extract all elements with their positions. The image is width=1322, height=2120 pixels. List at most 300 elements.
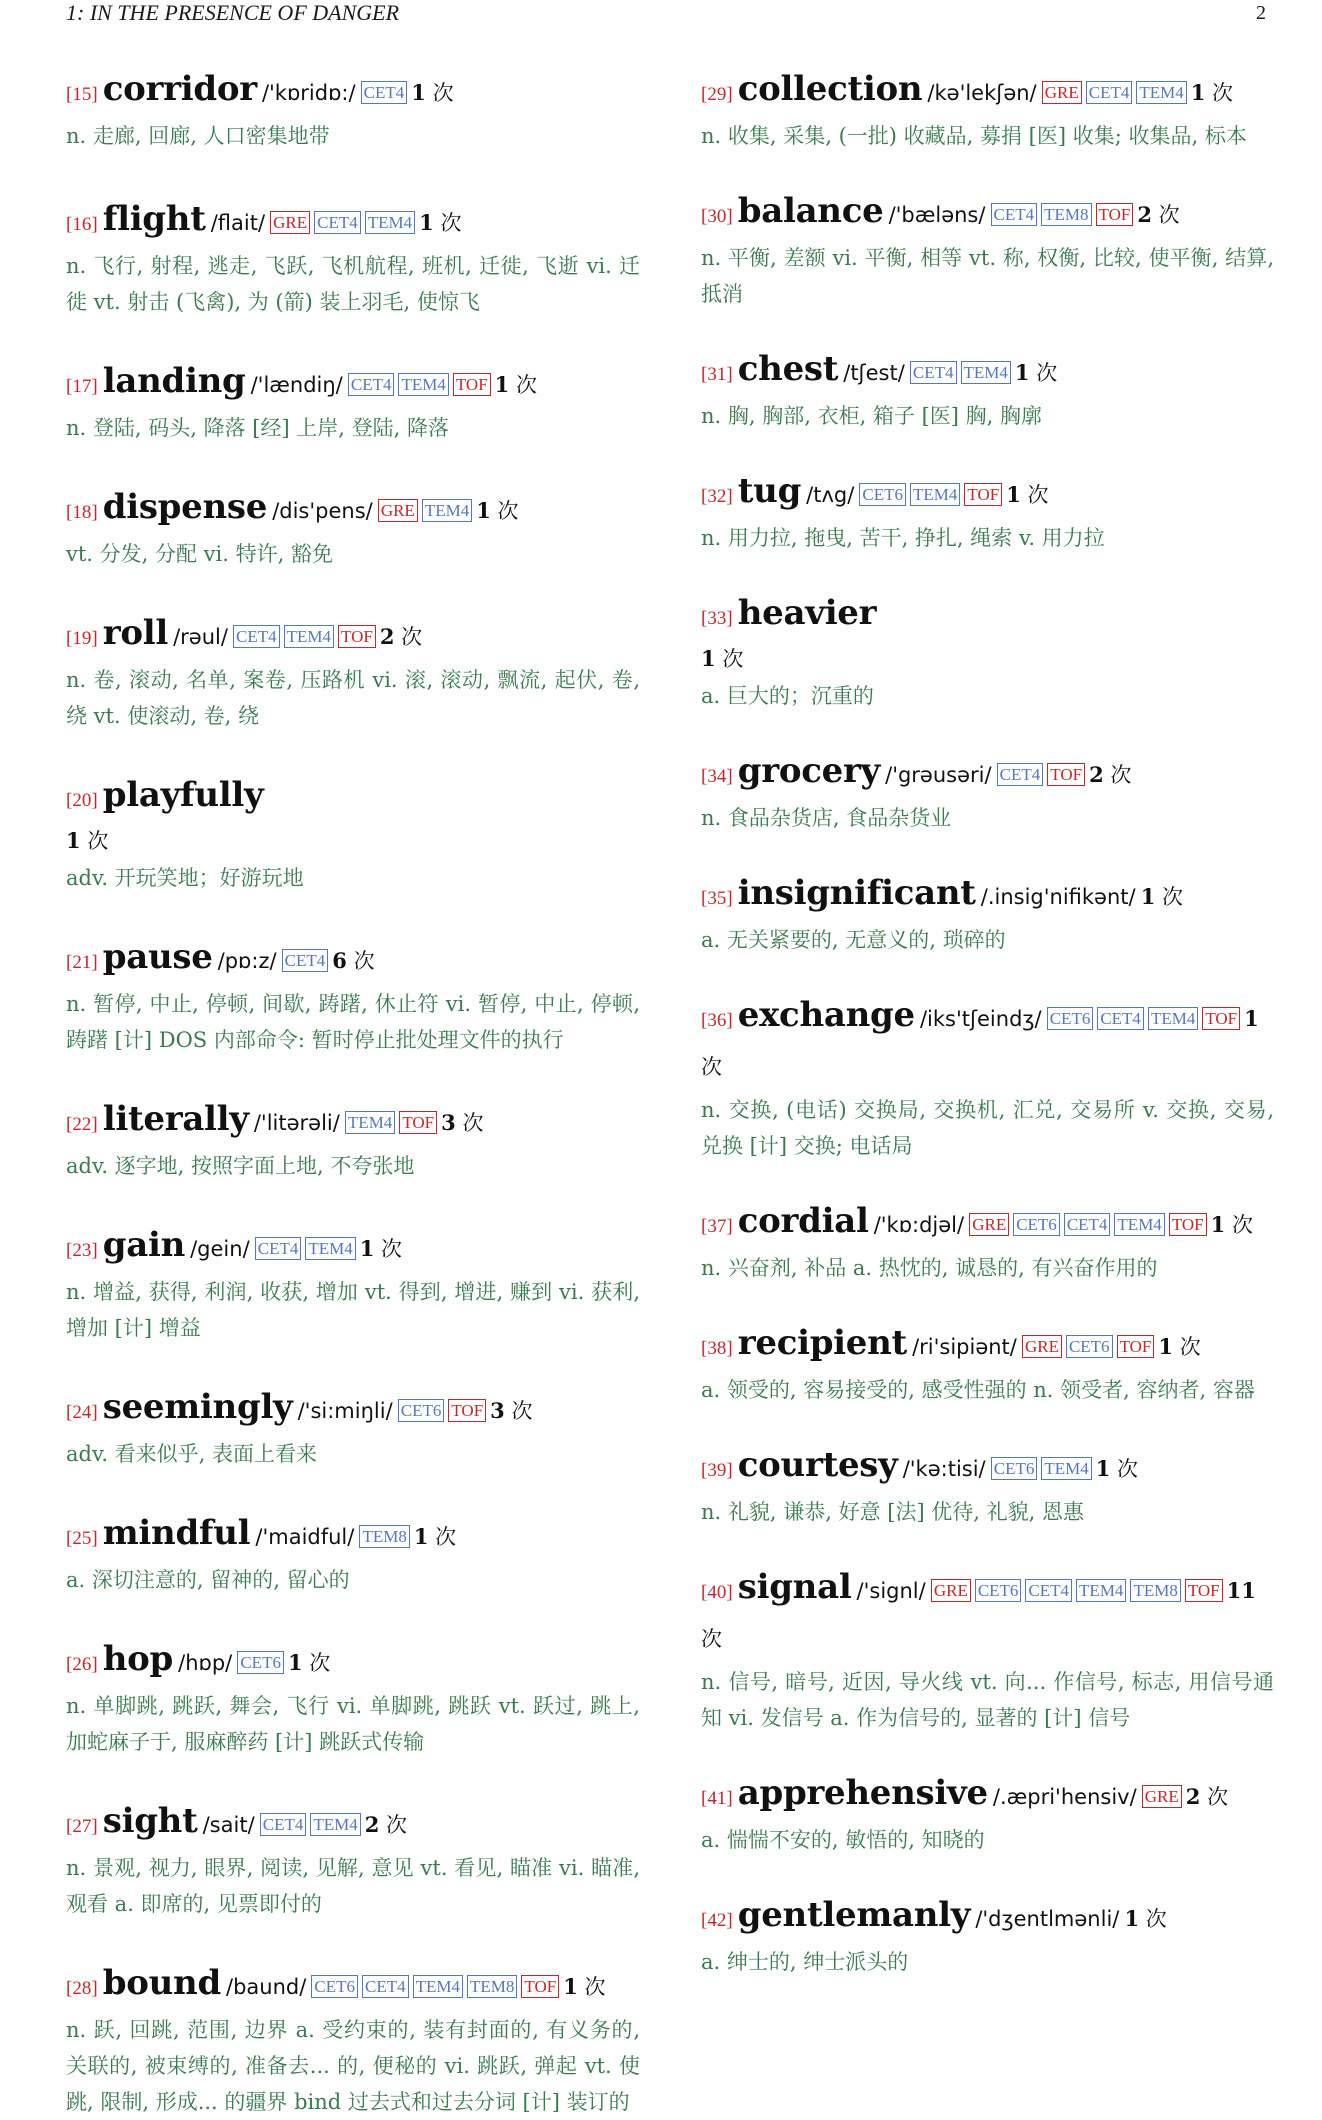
entry-headline [66, 1510, 640, 1562]
count-number: 11 [1226, 1578, 1256, 1603]
vocab-entry [66, 1510, 640, 1598]
count-number: 2 [364, 1812, 380, 1837]
chapter-title: 1: IN THE PRESENCE OF DANGER [66, 0, 400, 25]
exam-tag: TOF [1096, 203, 1134, 226]
entry-index: [23] [66, 1240, 98, 1261]
count-unit: 次 [386, 1813, 408, 1837]
exam-tag: TEM4 [910, 483, 960, 506]
count-number: 1 [494, 372, 510, 397]
occurrence-count [66, 829, 108, 853]
exam-tag: CET4 [362, 1975, 409, 1998]
vocab-entry [66, 934, 640, 1058]
entry-index: [36] [701, 1010, 733, 1031]
entry-index: [25] [66, 1528, 98, 1549]
count-line [66, 824, 640, 860]
occurrence-count [476, 499, 518, 523]
exam-tag: TOF [338, 625, 376, 648]
entry-headline [66, 1798, 640, 1850]
entry-index: [33] [701, 608, 733, 629]
count-unit: 次 [401, 625, 423, 649]
exam-tag: TOF [1047, 763, 1085, 786]
exam-tag: GRE [378, 499, 418, 522]
occurrence-count [1186, 1785, 1228, 1809]
exam-tag: CET4 [255, 1237, 302, 1260]
count-unit: 次 [462, 1111, 484, 1135]
occurrence-count [414, 1525, 456, 1549]
count-unit: 次 [1231, 1213, 1253, 1237]
occurrence-count [1211, 1213, 1253, 1237]
headword: apprehensive [737, 1773, 988, 1813]
definition: n. 卷, 滚动, 名单, 案卷, 压路机 vi. 滚, 滚动, 飘流, 起伏, 卷, 绕 vt. 使滚动, 卷, 绕 [66, 668, 640, 728]
headword: signal [737, 1567, 852, 1607]
exam-tag: CET6 [1066, 1335, 1113, 1358]
entry-headline [66, 358, 640, 410]
phonetic: /hɒp/ [178, 1651, 233, 1675]
exam-tag: TOF [1117, 1335, 1155, 1358]
vocab-entry [701, 1564, 1274, 1736]
phonetic: /'bæləns/ [888, 203, 986, 227]
phonetic: /'lændiŋ/ [250, 373, 343, 397]
definition: n. 收集, 采集, (一批) 收藏品, 募捐 [医] 收集; 收集品, 标本 [701, 124, 1247, 148]
definition: n. 跃, 回跳, 范围, 边界 a. 受约束的, 装有封面的, 有义务的, 关联的, 被束缚的, 准备去... 的, 便秘的 vi. 跳跃, 弹起 vt. 使跳, 限制, 形成... 的疆界 bind 过去式和过去分词 [计] 装订的 [66, 2018, 640, 2114]
entry-headline [701, 590, 1274, 642]
entry-headline [701, 66, 1274, 118]
definition: adv. 看来似乎, 表面上看来 [66, 1442, 318, 1466]
vocab-entry [701, 188, 1274, 312]
count-unit: 次 [515, 373, 537, 397]
vocab-entry [701, 346, 1274, 434]
headword: gain [102, 1225, 185, 1265]
exam-tag: TEM4 [961, 361, 1011, 384]
count-unit: 次 [309, 1651, 331, 1675]
definition: adv. 开玩笑地；好游玩地 [66, 866, 304, 890]
entry-headline [66, 1636, 640, 1688]
entry-index: [32] [701, 486, 733, 507]
count-unit: 次 [1162, 885, 1184, 909]
exam-tag: GRE [931, 1579, 971, 1602]
definition: a. 惴惴不安的, 敏悟的, 知晓的 [701, 1828, 985, 1852]
headword: tug [737, 471, 802, 511]
vocab-entry [66, 358, 640, 446]
count-unit: 次 [381, 1237, 403, 1261]
phonetic: /'kɒridɒ:/ [261, 81, 356, 105]
count-unit: 次 [1158, 203, 1180, 227]
phonetic: /baund/ [226, 1975, 307, 1999]
headword: corridor [102, 69, 257, 109]
phonetic: /iks'tʃeindʒ/ [919, 1007, 1042, 1031]
phonetic: /tʃest/ [843, 361, 905, 385]
vocab-entry [66, 484, 640, 572]
count-number: 1 [419, 210, 434, 235]
entry-headline [701, 992, 1274, 1092]
exam-tag: CET4 [1097, 1007, 1144, 1030]
vocab-entry [701, 748, 1274, 836]
headword: insignificant [737, 873, 976, 913]
occurrence-count [495, 373, 537, 397]
entry-headline [66, 1384, 640, 1436]
count-unit: 次 [440, 211, 462, 235]
count-unit: 次 [87, 829, 109, 853]
vocab-entry [66, 772, 640, 896]
headword: balance [737, 191, 884, 231]
count-number: 1 [1158, 1334, 1173, 1359]
exam-tag: TEM8 [1041, 203, 1091, 226]
definition: n. 交换, (电话) 交换局, 交换机, 汇兑, 交易所 v. 交换, 交易, 兑换 [计] 交换; 电话局 [701, 1098, 1274, 1158]
entry-headline [66, 484, 640, 536]
entry-headline [66, 772, 640, 824]
occurrence-count [1006, 483, 1048, 507]
definition: n. 暂停, 中止, 停顿, 间歇, 踌躇, 休止符 vi. 暂停, 中止, 停顿, 踌躇 [计] DOS 内部命令: 暂时停止批处理文件的执行 [66, 992, 640, 1052]
entry-index: [27] [66, 1816, 98, 1837]
occurrence-count [490, 1399, 532, 1423]
exam-tag: TOF [453, 373, 491, 396]
occurrence-count [288, 1651, 330, 1675]
exam-tag: CET4 [997, 763, 1044, 786]
definition: n. 用力拉, 拖曳, 苦干, 挣扎, 绳索 v. 用力拉 [701, 526, 1105, 550]
occurrence-count [1124, 1907, 1166, 1931]
exam-tag: GRE [969, 1213, 1009, 1236]
vocab-entry [701, 1892, 1274, 1980]
exam-tag: GRE [1042, 81, 1082, 104]
count-number: 2 [1185, 1784, 1201, 1809]
count-number: 1 [287, 1650, 303, 1675]
exam-tag: TEM4 [1041, 1457, 1091, 1480]
count-unit: 次 [353, 949, 375, 973]
definition: n. 登陆, 码头, 降落 [经] 上岸, 登陆, 降落 [66, 416, 450, 440]
count-number: 1 [1140, 884, 1156, 909]
exam-tag: GRE [1142, 1785, 1182, 1808]
vocab-entry [701, 870, 1274, 958]
headword: mindful [102, 1513, 251, 1553]
headword: chest [737, 349, 839, 389]
headword: roll [102, 613, 168, 653]
entry-headline [66, 934, 640, 986]
exam-tag: CET6 [991, 1457, 1038, 1480]
exam-tag: TEM4 [1148, 1007, 1198, 1030]
definition: n. 食品杂货店, 食品杂货业 [701, 806, 952, 830]
entry-index: [20] [66, 790, 98, 811]
count-number: 2 [1089, 762, 1104, 787]
exam-tag: TEM4 [1114, 1213, 1164, 1236]
vocab-entry [701, 1442, 1274, 1530]
exam-tag: TEM4 [413, 1975, 463, 1998]
entry-index: [37] [701, 1216, 733, 1237]
definition: n. 胸, 胸部, 衣柜, 箱子 [医] 胸, 胸廓 [701, 404, 1043, 428]
entry-headline [66, 196, 640, 248]
count-unit: 次 [1212, 81, 1234, 105]
count-line [701, 642, 1274, 678]
exam-tag: TOF [1169, 1213, 1207, 1236]
vocab-entry [701, 590, 1274, 714]
phonetic: /.insig'nifikənt/ [980, 885, 1136, 909]
occurrence-count [1096, 1457, 1138, 1481]
headword: courtesy [737, 1445, 898, 1485]
count-unit: 次 [1027, 483, 1049, 507]
vocab-entry [701, 468, 1274, 556]
exam-tag: TOF [521, 1975, 559, 1998]
count-number: 1 [476, 498, 491, 523]
count-unit: 次 [1179, 1335, 1201, 1359]
count-number: 1 [1210, 1212, 1226, 1237]
left-column [66, 66, 640, 2120]
vocab-entry [66, 1222, 640, 1346]
vocab-entry [66, 1636, 640, 1760]
phonetic: /'signl/ [856, 1579, 926, 1603]
count-unit: 次 [1110, 763, 1132, 787]
entry-headline [66, 610, 640, 662]
entry-headline [701, 1320, 1274, 1372]
definition: n. 单脚跳, 跳跃, 舞会, 飞行 vi. 单脚跳, 跳跃 vt. 跃过, 跳上, 加蛇麻子于, 服麻醉药 [计] 跳跃式传输 [66, 1694, 640, 1754]
headword: sight [102, 1801, 198, 1841]
occurrence-count [701, 647, 743, 671]
definition: n. 平衡, 差额 vi. 平衡, 相等 vt. 称, 权衡, 比较, 使平衡, 结算, 抵消 [701, 246, 1274, 306]
count-number: 1 [411, 80, 426, 105]
headword: exchange [737, 995, 915, 1035]
exam-tag: TEM4 [284, 625, 334, 648]
exam-tag: CET6 [975, 1579, 1022, 1602]
definition: a. 绅士的, 绅士派头的 [701, 1950, 909, 1974]
count-unit: 次 [497, 499, 519, 523]
occurrence-count [380, 625, 422, 649]
count-number: 1 [359, 1236, 375, 1261]
entry-headline [701, 870, 1274, 922]
count-number: 1 [563, 1974, 578, 1999]
entry-headline [701, 1198, 1274, 1250]
count-number: 1 [1190, 80, 1206, 105]
headword: seemingly [102, 1387, 293, 1427]
definition: n. 景观, 视力, 眼界, 阅读, 见解, 意见 vt. 看见, 瞄准 vi. 瞄准, 观看 a. 即席的, 见票即付的 [66, 1856, 640, 1916]
phonetic: /ri'sipiənt/ [912, 1335, 1017, 1359]
entry-index: [26] [66, 1654, 98, 1675]
exam-tag: CET4 [910, 361, 957, 384]
definition: a. 领受的, 容易接受的, 感受性强的 n. 领受者, 容纳者, 容器 [701, 1378, 1255, 1402]
count-unit: 次 [1036, 361, 1058, 385]
occurrence-count [1141, 885, 1183, 909]
phonetic: /dis'pens/ [272, 499, 373, 523]
entry-headline [66, 1222, 640, 1274]
entry-headline [701, 468, 1274, 520]
headword: recipient [737, 1323, 907, 1363]
entry-index: [34] [701, 766, 733, 787]
phonetic: /flait/ [210, 211, 266, 235]
exam-tag: CET6 [311, 1975, 358, 1998]
exam-tag: CET4 [314, 211, 361, 234]
vocab-entry [66, 1096, 640, 1184]
count-number: 1 [1244, 1006, 1259, 1031]
count-number: 1 [1095, 1456, 1111, 1481]
phonetic: /gein/ [190, 1237, 250, 1261]
count-unit: 次 [1145, 1907, 1167, 1931]
headword: pause [102, 937, 213, 977]
vocab-entry [701, 66, 1274, 154]
entry-index: [38] [701, 1338, 733, 1359]
entry-index: [29] [701, 84, 733, 105]
phonetic: /'maidful/ [255, 1525, 355, 1549]
entry-headline [701, 1564, 1274, 1664]
exam-tag: CET4 [1086, 81, 1133, 104]
phonetic: /'grəusəri/ [885, 763, 992, 787]
entry-headline [66, 1960, 640, 2012]
exam-tag: TEM4 [1076, 1579, 1126, 1602]
occurrence-count [1158, 1335, 1200, 1359]
count-number: 1 [701, 646, 716, 671]
phonetic: /'litərəli/ [253, 1111, 340, 1135]
exam-tag: CET4 [233, 625, 280, 648]
exam-tag: TEM4 [305, 1237, 355, 1260]
headword: literally [102, 1099, 249, 1139]
exam-tag: TEM8 [467, 1975, 517, 1998]
exam-tag: TEM4 [345, 1111, 395, 1134]
occurrence-count [360, 1237, 402, 1261]
vocab-entry [66, 1384, 640, 1472]
exam-tag: CET4 [282, 949, 329, 972]
vocab-entry [66, 1960, 640, 2120]
count-number: 6 [332, 948, 347, 973]
count-unit: 次 [701, 1627, 722, 1651]
headword: cordial [737, 1201, 869, 1241]
count-number: 1 [66, 828, 81, 853]
exam-tag: TEM8 [1130, 1579, 1180, 1602]
definition: n. 飞行, 射程, 逃走, 飞跃, 飞机航程, 班机, 迁徙, 飞逝 vi. 迁徙 vt. 射击 (飞禽), 为 (箭) 装上羽毛, 使惊飞 [66, 254, 640, 314]
vocab-entry [66, 610, 640, 734]
count-unit: 次 [1207, 1785, 1229, 1809]
entry-headline [66, 1096, 640, 1148]
vocab-entry [66, 66, 640, 154]
right-column [701, 66, 1274, 1980]
phonetic: /rəul/ [173, 625, 228, 649]
exam-tag: CET6 [859, 483, 906, 506]
entry-headline [701, 748, 1274, 800]
phonetic: /kə'lekʃən/ [927, 81, 1037, 105]
vocab-entry [701, 1320, 1274, 1408]
exam-tag: CET6 [1013, 1213, 1060, 1236]
occurrence-count [332, 949, 374, 973]
phonetic: /'kɒ:djəl/ [873, 1213, 965, 1237]
definition: a. 无关紧要的, 无意义的, 琐碎的 [701, 928, 1006, 952]
exam-tag: CET6 [1047, 1007, 1094, 1030]
count-number: 1 [1014, 360, 1030, 385]
entry-index: [28] [66, 1978, 98, 1999]
exam-tag: GRE [1022, 1335, 1062, 1358]
exam-tag: TEM8 [359, 1525, 409, 1548]
vocab-entry [701, 992, 1274, 1164]
definition: n. 走廊, 回廊, 人口密集地带 [66, 124, 330, 148]
count-unit: 次 [435, 1525, 457, 1549]
entry-index: [15] [66, 84, 98, 105]
occurrence-count [1015, 361, 1057, 385]
definition: n. 增益, 获得, 利润, 收获, 增加 vt. 得到, 增进, 赚到 vi. 获利, 增加 [计] 增益 [66, 1280, 640, 1340]
phonetic: /tʌg/ [806, 483, 855, 507]
exam-tag: CET6 [237, 1651, 284, 1674]
entry-headline [701, 188, 1274, 240]
definition: a. 深切注意的, 留神的, 留心的 [66, 1568, 350, 1592]
headword: landing [102, 361, 246, 401]
entry-index: [31] [701, 364, 733, 385]
occurrence-count [563, 1975, 605, 1999]
entry-index: [39] [701, 1460, 733, 1481]
count-unit: 次 [1117, 1457, 1139, 1481]
count-unit: 次 [701, 1055, 722, 1079]
count-number: 1 [1124, 1906, 1140, 1931]
exam-tag: CET6 [398, 1399, 445, 1422]
occurrence-count [419, 211, 461, 235]
occurrence-count [1191, 81, 1233, 105]
headword: grocery [737, 751, 881, 791]
definition: n. 兴奋剂, 补品 a. 热忱的, 诚恳的, 有兴奋作用的 [701, 1256, 1158, 1280]
phonetic: /'si:miŋli/ [297, 1399, 393, 1423]
count-number: 3 [441, 1110, 456, 1135]
exam-tag: TOF [399, 1111, 437, 1134]
phonetic: /'kə:tisi/ [902, 1457, 986, 1481]
entry-index: [18] [66, 502, 98, 523]
exam-tag: TEM4 [422, 499, 472, 522]
exam-tag: TOF [964, 483, 1002, 506]
definition: n. 信号, 暗号, 近因, 导火线 vt. 向... 作信号, 标志, 用信号通知 vi. 发信号 a. 作为信号的, 显著的 [计] 信号 [701, 1670, 1274, 1730]
entry-headline [66, 66, 640, 118]
count-unit: 次 [511, 1399, 533, 1423]
exam-tag: TOF [1202, 1007, 1240, 1030]
exam-tag: TOF [448, 1399, 486, 1422]
count-number: 2 [1137, 202, 1152, 227]
headword: collection [737, 69, 923, 109]
entry-index: [21] [66, 952, 98, 973]
headword: hop [102, 1639, 174, 1679]
exam-tag: GRE [270, 211, 310, 234]
entry-index: [24] [66, 1402, 98, 1423]
headword: heavier [737, 593, 877, 633]
vocab-entry [66, 1798, 640, 1922]
entry-index: [19] [66, 628, 98, 649]
exam-tag: TEM4 [310, 1813, 360, 1836]
count-number: 1 [413, 1524, 429, 1549]
entry-index: [17] [66, 376, 98, 397]
entry-index: [40] [701, 1582, 733, 1603]
vocab-entry [701, 1198, 1274, 1286]
headword: flight [102, 199, 206, 239]
phonetic: /pɒ:z/ [217, 949, 277, 973]
entry-index: [16] [66, 214, 98, 235]
count-unit: 次 [432, 81, 454, 105]
definition: vt. 分发, 分配 vi. 特许, 豁免 [66, 542, 333, 566]
headword: bound [102, 1963, 221, 2003]
entry-headline [701, 1892, 1274, 1944]
exam-tag: CET4 [348, 373, 395, 396]
page-header [66, 0, 1266, 28]
phonetic: /.æpri'hensiv/ [992, 1785, 1137, 1809]
entry-index: [22] [66, 1114, 98, 1135]
count-number: 1 [1006, 482, 1021, 507]
exam-tag: TEM4 [398, 373, 448, 396]
exam-tag: CET4 [991, 203, 1038, 226]
headword: dispense [102, 487, 268, 527]
page-number: 2 [1256, 2, 1266, 24]
entry-headline [701, 346, 1274, 398]
count-unit: 次 [584, 1975, 606, 1999]
count-number: 2 [379, 624, 395, 649]
occurrence-count [441, 1111, 483, 1135]
exam-tag: CET4 [361, 81, 408, 104]
exam-tag: TOF [1185, 1579, 1223, 1602]
phonetic: /sait/ [202, 1813, 255, 1837]
definition: n. 礼貌, 谦恭, 好意 [法] 优待, 礼貌, 恩惠 [701, 1500, 1085, 1524]
count-unit: 次 [722, 647, 744, 671]
exam-tag: TEM4 [365, 211, 415, 234]
entry-headline [701, 1442, 1274, 1494]
occurrence-count [1089, 763, 1131, 787]
occurrence-count [411, 81, 453, 105]
phonetic: /'dʒentlmənli/ [975, 1907, 1120, 1931]
entry-index: [35] [701, 888, 733, 909]
